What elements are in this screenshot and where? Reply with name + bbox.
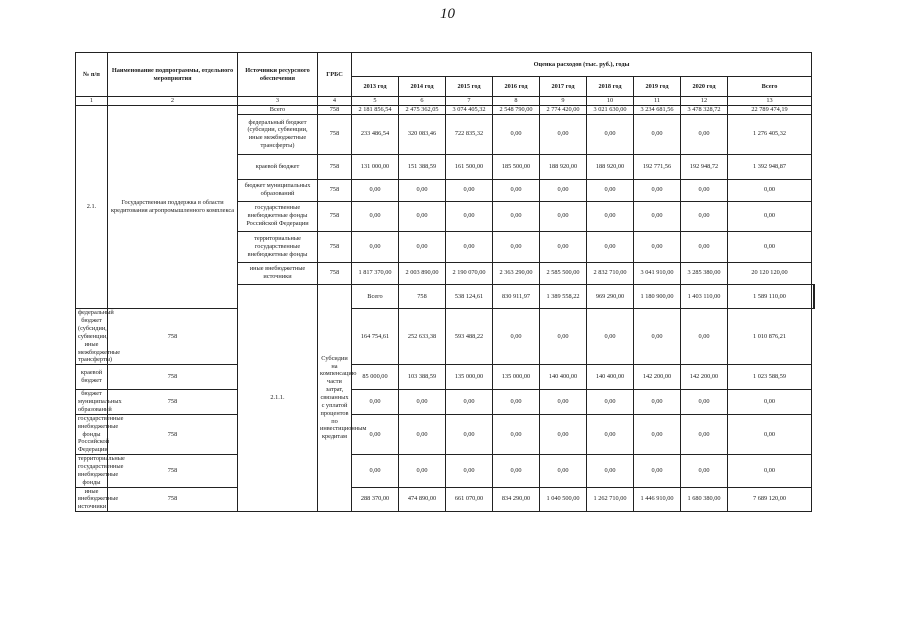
funding-source: бюджет муниципальных образований <box>76 390 108 415</box>
year-value: 85 000,00 <box>352 365 399 390</box>
grbs-code: 758 <box>108 455 238 487</box>
grbs-code: 758 <box>108 487 238 512</box>
year-value: 0,00 <box>634 455 681 487</box>
year-value: 0,00 <box>540 201 587 231</box>
year-value: 2 003 890,00 <box>399 262 446 284</box>
column-number: 2 <box>108 97 238 106</box>
year-value: 1 389 558,22 <box>540 284 587 309</box>
year-value: 2 190 070,00 <box>446 262 493 284</box>
total-value: 1 276 405,32 <box>728 114 812 154</box>
year-value: 593 488,22 <box>446 309 493 365</box>
year-value: 0,00 <box>399 231 446 262</box>
year-value: 1 262 710,00 <box>587 487 634 512</box>
header-year: 2019 год <box>634 77 681 97</box>
year-value: 3 041 910,00 <box>634 262 681 284</box>
funding-source: территориальные государственные внебюджетные фонды <box>238 231 318 262</box>
header-name: Наименование подпрограммы, отдельного мероприятия <box>108 53 238 97</box>
grbs-code: 758 <box>108 365 238 390</box>
header-source: Источники ресурсного обеспечения <box>238 53 318 97</box>
year-value: 0,00 <box>587 455 634 487</box>
year-value: 320 083,46 <box>399 114 446 154</box>
year-value: 0,00 <box>540 455 587 487</box>
column-number: 1 <box>76 97 108 106</box>
total-value: 7 689 120,00 <box>728 487 812 512</box>
year-value: 1 446 910,00 <box>634 487 681 512</box>
year-value: 0,00 <box>681 390 728 415</box>
grbs-code: 758 <box>108 390 238 415</box>
year-value: 2 363 290,00 <box>493 262 540 284</box>
column-number: 13 <box>728 97 812 106</box>
column-number: 5 <box>352 97 399 106</box>
year-value: 0,00 <box>493 114 540 154</box>
grbs-code: 758 <box>318 201 352 231</box>
funding-source: иные внебюджетные источники <box>238 262 318 284</box>
funding-source: федеральный бюджет (субсидии, субвенции, иные межбюджетные трансферты) <box>238 114 318 154</box>
funding-source: государственные внебюджетные фонды Российской Федерации <box>76 414 108 454</box>
year-value: 722 835,32 <box>446 114 493 154</box>
year-value: 2 774 420,00 <box>540 105 587 114</box>
total-value: 1 392 948,87 <box>728 154 812 179</box>
column-number: 4 <box>318 97 352 106</box>
year-value: 0,00 <box>634 390 681 415</box>
year-value: 0,00 <box>540 231 587 262</box>
funding-source: Всего <box>352 284 399 309</box>
year-value: 0,00 <box>399 201 446 231</box>
year-value: 1 817 370,00 <box>352 262 399 284</box>
year-value: 0,00 <box>634 179 681 201</box>
year-value: 0,00 <box>540 309 587 365</box>
year-value: 1 589 110,00 <box>728 284 812 309</box>
header-year: Всего <box>728 77 812 97</box>
table-row <box>76 105 815 114</box>
year-value: 0,00 <box>446 201 493 231</box>
column-number: 9 <box>540 97 587 106</box>
year-value: 0,00 <box>352 179 399 201</box>
year-value: 0,00 <box>352 231 399 262</box>
year-value: 3 021 630,00 <box>587 105 634 114</box>
year-value: 0,00 <box>587 390 634 415</box>
year-value: 103 388,59 <box>399 365 446 390</box>
year-value: 3 478 328,72 <box>681 105 728 114</box>
year-value: 0,00 <box>681 231 728 262</box>
year-value: 0,00 <box>399 455 446 487</box>
year-value: 192 771,56 <box>634 154 681 179</box>
year-value: 3 074 405,32 <box>446 105 493 114</box>
total-value: 0,00 <box>728 390 812 415</box>
year-value: 0,00 <box>540 179 587 201</box>
year-value: 252 633,38 <box>399 309 446 365</box>
year-value: 140 400,00 <box>587 365 634 390</box>
total-value: 0,00 <box>728 201 812 231</box>
year-value: 0,00 <box>399 414 446 454</box>
funding-source: краевой бюджет <box>238 154 318 179</box>
year-value: 0,00 <box>540 114 587 154</box>
year-value: 1 180 900,00 <box>634 284 681 309</box>
column-number: 12 <box>681 97 728 106</box>
year-value: 185 500,00 <box>493 154 540 179</box>
grbs-code: 758 <box>318 262 352 284</box>
year-value: 2 832 710,00 <box>587 262 634 284</box>
grbs-code: 758 <box>318 105 352 114</box>
funding-source: иные внебюджетные источники <box>76 487 108 512</box>
total-value: 1 023 588,59 <box>728 365 812 390</box>
year-value: 969 290,00 <box>587 284 634 309</box>
year-value: 0,00 <box>352 414 399 454</box>
grbs-code: 758 <box>318 154 352 179</box>
year-value: 0,00 <box>540 390 587 415</box>
year-value: 0,00 <box>587 114 634 154</box>
year-value: 474 890,00 <box>399 487 446 512</box>
section-name: Государственная поддержка в области кредитования агропромышленного комплекса <box>108 105 238 308</box>
table-row <box>76 414 815 454</box>
funding-source: федеральный бюджет (субсидии, субвенции, иные межбюджетные трансферты) <box>76 309 108 365</box>
grbs-code: 758 <box>399 284 446 309</box>
funding-source: бюджет муниципальных образований <box>238 179 318 201</box>
table-row <box>76 455 815 487</box>
year-value: 0,00 <box>681 309 728 365</box>
grbs-code: 758 <box>318 231 352 262</box>
year-value: 0,00 <box>399 390 446 415</box>
year-value: 0,00 <box>587 231 634 262</box>
header-estimate: Оценка расходов (тыс. руб.), годы <box>352 53 812 77</box>
column-number: 7 <box>446 97 493 106</box>
page-number: 10 <box>440 6 455 22</box>
grbs-code: 758 <box>318 179 352 201</box>
table-row <box>76 390 815 415</box>
year-value: 233 486,54 <box>352 114 399 154</box>
year-value: 1 403 110,00 <box>681 284 728 309</box>
year-value: 0,00 <box>681 114 728 154</box>
grbs-code: 758 <box>108 309 238 365</box>
year-value: 0,00 <box>493 309 540 365</box>
total-value: 20 120 120,00 <box>728 262 812 284</box>
header-year: 2018 год <box>587 77 634 97</box>
year-value: 0,00 <box>634 309 681 365</box>
header-year: 2020 год <box>681 77 728 97</box>
total-value: 0,00 <box>728 414 812 454</box>
total-value: 0,00 <box>728 231 812 262</box>
year-value: 0,00 <box>352 390 399 415</box>
year-value: 135 000,00 <box>446 365 493 390</box>
year-value: 161 500,00 <box>446 154 493 179</box>
column-number: 8 <box>493 97 540 106</box>
year-value: 0,00 <box>587 414 634 454</box>
year-value: 0,00 <box>493 201 540 231</box>
total-value: 0,00 <box>728 455 812 487</box>
year-value: 0,00 <box>493 231 540 262</box>
year-value: 0,00 <box>634 201 681 231</box>
year-value: 288 370,00 <box>352 487 399 512</box>
section-name: Субсидии на компенсацию части затрат, связанных с уплатой процентов по инвестиционным кредитам <box>318 284 352 511</box>
year-value: 0,00 <box>681 179 728 201</box>
column-number: 10 <box>587 97 634 106</box>
header-year: 2014 год <box>399 77 446 97</box>
funding-source: Всего <box>238 105 318 114</box>
year-value: 151 388,59 <box>399 154 446 179</box>
year-value: 1 680 380,00 <box>681 487 728 512</box>
header-year: 2015 год <box>446 77 493 97</box>
year-value: 0,00 <box>681 455 728 487</box>
year-value: 0,00 <box>634 414 681 454</box>
year-value: 142 200,00 <box>681 365 728 390</box>
year-value: 2 585 500,00 <box>540 262 587 284</box>
year-value: 0,00 <box>446 179 493 201</box>
year-value: 142 200,00 <box>634 365 681 390</box>
year-value: 0,00 <box>493 390 540 415</box>
total-value <box>813 284 814 309</box>
table-row <box>76 365 815 390</box>
year-value: 538 124,61 <box>446 284 493 309</box>
year-value: 830 911,97 <box>493 284 540 309</box>
header-grbs: ГРБС <box>318 53 352 97</box>
funding-source: краевой бюджет <box>76 365 108 390</box>
table-row <box>76 487 815 512</box>
section-number: 2.1.1. <box>238 284 318 511</box>
year-value: 1 040 500,00 <box>540 487 587 512</box>
grbs-code: 758 <box>318 114 352 154</box>
year-value: 0,00 <box>493 414 540 454</box>
grbs-code: 758 <box>108 414 238 454</box>
section-number: 2.1. <box>76 105 108 308</box>
year-value: 188 920,00 <box>540 154 587 179</box>
year-value: 0,00 <box>587 201 634 231</box>
year-value: 2 181 856,54 <box>352 105 399 114</box>
year-value: 661 070,00 <box>446 487 493 512</box>
year-value: 2 475 362,05 <box>399 105 446 114</box>
total-value: 22 789 474,19 <box>728 105 812 114</box>
year-value: 192 948,72 <box>681 154 728 179</box>
column-number: 6 <box>399 97 446 106</box>
year-value: 0,00 <box>446 390 493 415</box>
total-value: 0,00 <box>728 179 812 201</box>
year-value: 3 285 380,00 <box>681 262 728 284</box>
year-value: 0,00 <box>399 179 446 201</box>
header-year: 2017 год <box>540 77 587 97</box>
header-year: 2013 год <box>352 77 399 97</box>
year-value: 188 920,00 <box>587 154 634 179</box>
year-value: 0,00 <box>681 201 728 231</box>
year-value: 0,00 <box>681 414 728 454</box>
year-value: 131 000,00 <box>352 154 399 179</box>
year-value: 0,00 <box>634 114 681 154</box>
year-value: 0,00 <box>446 414 493 454</box>
column-number: 3 <box>238 97 318 106</box>
year-value: 135 000,00 <box>493 365 540 390</box>
header-num: № п/п <box>76 53 108 97</box>
year-value: 0,00 <box>446 455 493 487</box>
year-value: 0,00 <box>446 231 493 262</box>
year-value: 0,00 <box>493 455 540 487</box>
funding-source: государственные внебюджетные фонды Российской Федерации <box>238 201 318 231</box>
funding-source: территориальные государственные внебюджетные фонды <box>76 455 108 487</box>
year-value: 164 754,61 <box>352 309 399 365</box>
year-value: 2 548 790,00 <box>493 105 540 114</box>
budget-table <box>75 52 815 512</box>
header-year: 2016 год <box>493 77 540 97</box>
column-number: 11 <box>634 97 681 106</box>
year-value: 0,00 <box>634 231 681 262</box>
year-value: 0,00 <box>540 414 587 454</box>
year-value: 0,00 <box>493 179 540 201</box>
total-value: 1 010 876,21 <box>728 309 812 365</box>
table-row <box>76 309 815 365</box>
year-value: 0,00 <box>587 309 634 365</box>
year-value: 0,00 <box>352 455 399 487</box>
year-value: 0,00 <box>352 201 399 231</box>
year-value: 3 234 681,56 <box>634 105 681 114</box>
year-value: 140 400,00 <box>540 365 587 390</box>
year-value: 0,00 <box>587 179 634 201</box>
year-value: 834 290,00 <box>493 487 540 512</box>
